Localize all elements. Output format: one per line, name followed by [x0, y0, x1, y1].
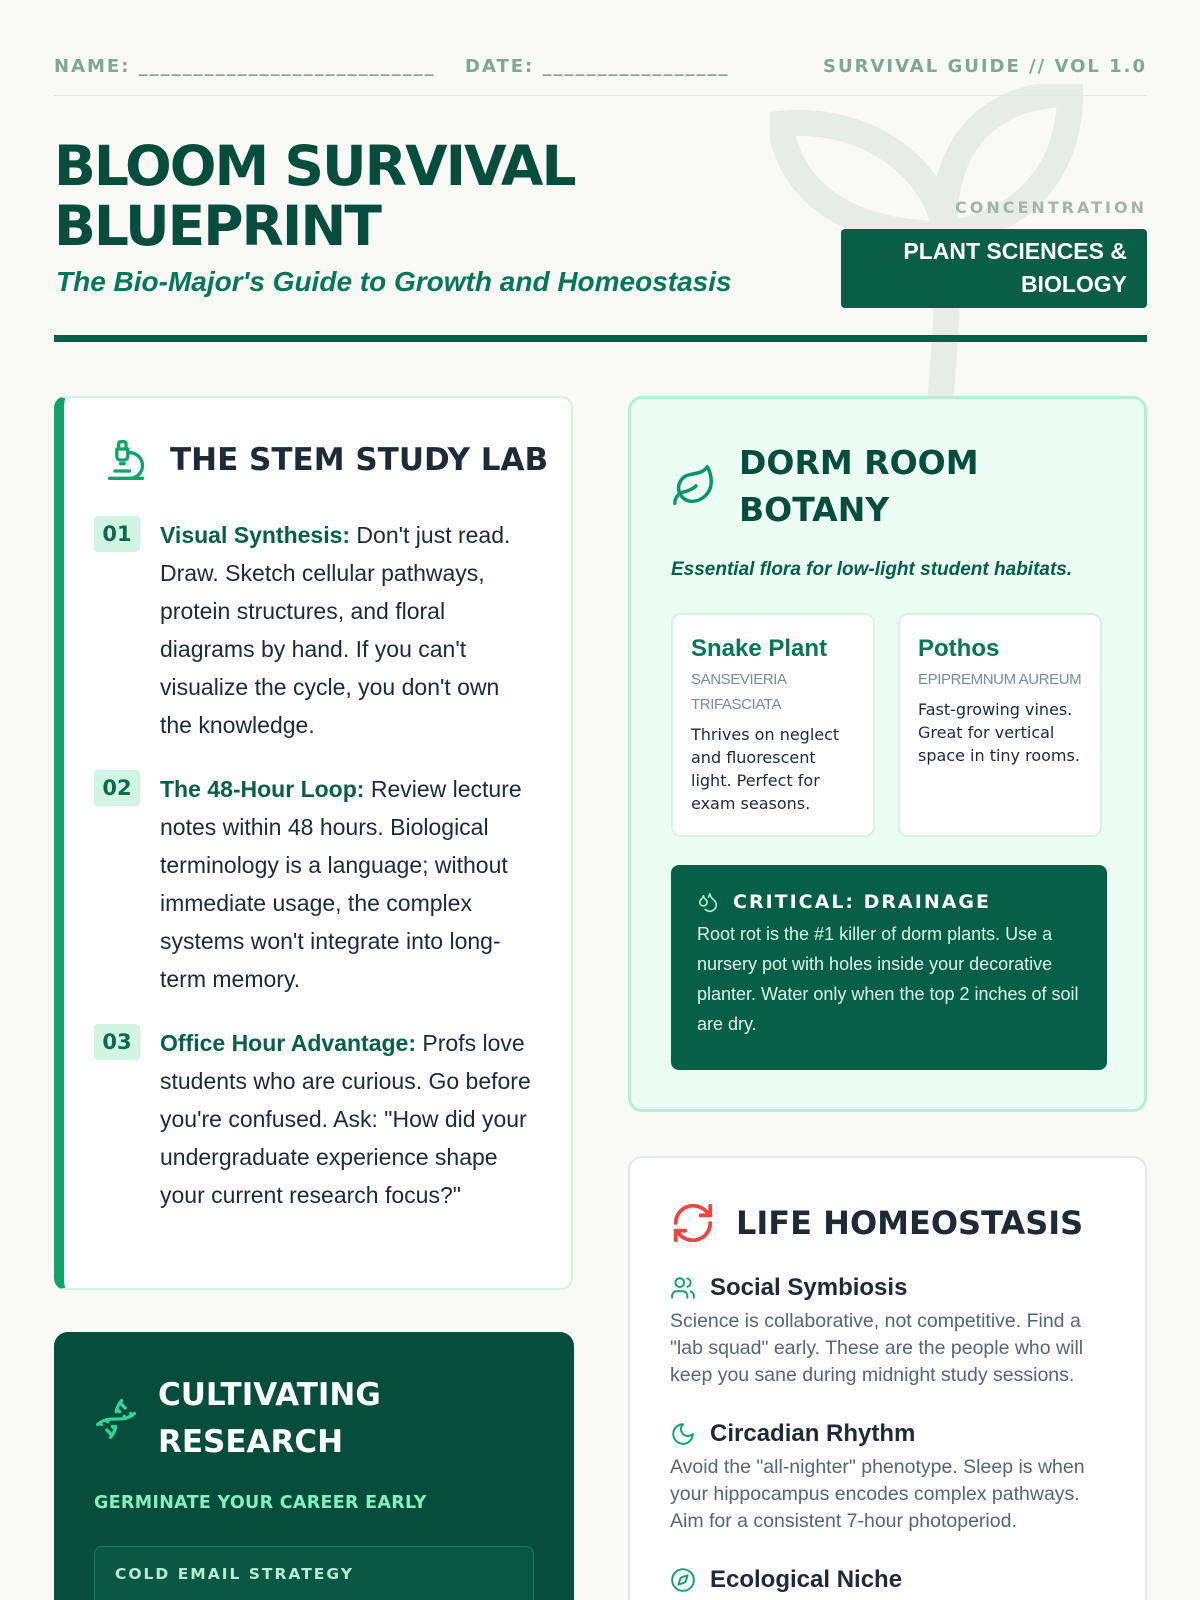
name-field: NAME: ___________________________ — [54, 56, 436, 77]
dorm-botany-title — [739, 439, 979, 533]
homeostasis-heading — [670, 1200, 1083, 1246]
header-strip — [54, 54, 1147, 96]
concentration-badge — [841, 229, 1147, 308]
research-title-line-1: CULTIVATING — [158, 1377, 381, 1413]
plant-description: Thrives on neglect and fluorescent light. Perfect for exam seasons. — [691, 725, 840, 813]
volume-label: SURVIVAL GUIDE // VOL 1.0 — [823, 56, 1147, 77]
study-step — [94, 1024, 534, 1214]
step-body: Profs love students who are curious. Go before you're confused. Ask: "How did your undergraduate experience shape your current research focus?" — [160, 1030, 531, 1208]
research-heading — [94, 1372, 381, 1466]
cold-email-strategy-title: COLD EMAIL STRATEGY — [115, 1565, 354, 1583]
cultivating-research-card — [54, 1332, 574, 1600]
homeostasis-item-desc: Avoid the "all-nighter" phenotype. Sleep is when your hippocampus encodes complex pathways. Aim for a consistent 7-hour photoperiod. — [670, 1456, 1085, 1532]
step-number: 01 — [94, 516, 140, 552]
page-subtitle: The Bio-Major's Guide to Growth and Homeostasis — [56, 266, 732, 297]
step-number: 02 — [94, 770, 140, 806]
header-divider — [54, 335, 1147, 342]
homeostasis-item-heading — [670, 1420, 1110, 1448]
date-field: DATE: _________________ — [465, 56, 730, 77]
step-text — [160, 770, 534, 998]
droplets-icon — [697, 891, 719, 913]
critical-drainage-title: CRITICAL: DRAINAGE — [733, 891, 991, 913]
dorm-title-line-1: DORM ROOM — [739, 443, 979, 482]
study-steps-list — [94, 516, 534, 1240]
critical-drainage-text: Root rot is the #1 killer of dorm plants. Use a nursery pot with holes inside your decorative planter. Water only when the top 2 inches of soil are dry. — [697, 924, 1079, 1034]
stem-study-lab-heading — [104, 438, 548, 482]
step-label: Visual Synthesis: — [160, 522, 351, 548]
plant-scientific-line-1: EPIPREMNUM AUREUM — [918, 671, 1082, 688]
step-text — [160, 516, 534, 744]
leaf-icon — [671, 463, 717, 509]
cold-email-strategy-box — [94, 1546, 534, 1600]
critical-drainage-heading — [697, 891, 1081, 913]
step-text — [160, 1024, 534, 1214]
page-title — [54, 136, 734, 256]
homeostasis-item-heading — [670, 1566, 1110, 1594]
title-line-1: BLOOM SURVIVAL — [54, 134, 575, 198]
homeostasis-item-niche — [670, 1566, 1110, 1594]
homeostasis-title: LIFE HOMEOSTASIS — [736, 1204, 1084, 1242]
plant-name: Pothos — [918, 635, 1000, 662]
study-step — [94, 770, 534, 998]
life-homeostasis-card — [628, 1156, 1147, 1600]
plant-description: Fast-growing vines. Great for vertical space in tiny rooms. — [918, 700, 1080, 765]
plant-name: Snake Plant — [691, 635, 828, 662]
study-step — [94, 516, 534, 744]
plant-scientific-name — [918, 667, 1082, 692]
concentration-label: CONCENTRATION — [954, 198, 1147, 217]
concentration-line-1: PLANT SCIENCES & — [903, 238, 1127, 264]
stem-study-lab-card — [54, 396, 573, 1290]
plant-scientific-name — [691, 667, 855, 717]
plant-card-pothos — [898, 613, 1102, 837]
homeostasis-item-desc: Science is collaborative, not competitive. Find a "lab squad" early. These are the people who will keep you sane during midnight study sessions. — [670, 1310, 1084, 1386]
homeostasis-item-title: Ecological Niche — [710, 1566, 903, 1593]
homeostasis-item-social — [670, 1274, 1110, 1389]
compass-icon — [670, 1567, 696, 1593]
plant-scientific-line-2: TRIFASCIATA — [691, 696, 782, 713]
users-icon — [670, 1275, 696, 1301]
critical-drainage-callout — [671, 865, 1107, 1070]
dorm-title-line-2: BOTANY — [739, 490, 890, 529]
dorm-botany-card — [628, 396, 1147, 1112]
microscope-icon — [104, 438, 148, 482]
step-body: Review lecture notes within 48 hours. Biological terminology is a language; without immediate usage, the complex systems won't integrate into long-term memory. — [160, 776, 522, 992]
stem-study-lab-title: THE STEM STUDY LAB — [170, 442, 549, 478]
refresh-icon — [670, 1200, 716, 1246]
step-label: The 48-Hour Loop: — [160, 776, 365, 802]
research-title-line-2: RESEARCH — [158, 1424, 344, 1460]
step-label: Office Hour Advantage: — [160, 1030, 417, 1056]
dorm-botany-heading — [671, 439, 979, 533]
research-title — [158, 1372, 381, 1466]
step-number: 03 — [94, 1024, 140, 1060]
title-line-2: BLUEPRINT — [54, 194, 380, 258]
homeostasis-item-title: Circadian Rhythm — [710, 1420, 916, 1447]
plant-scientific-line-1: SANSEVIERIA — [691, 671, 787, 688]
dorm-botany-subtitle: Essential flora for low-light student habitats. — [671, 559, 1073, 580]
moon-icon — [670, 1421, 696, 1447]
concentration-line-2: BIOLOGY — [1020, 271, 1127, 297]
homeostasis-item-heading — [670, 1274, 1110, 1302]
step-body: Don't just read. Draw. Sketch cellular pathways, protein structures, and floral diagrams by hand. If you can't visualize the cycle, you don't own the knowledge. — [160, 522, 511, 738]
homeostasis-item-circadian — [670, 1420, 1110, 1535]
research-subtitle: GERMINATE YOUR CAREER EARLY — [94, 1493, 427, 1513]
plant-card-snake-plant — [671, 613, 875, 837]
homeostasis-item-title: Social Symbiosis — [710, 1274, 908, 1301]
dna-icon — [94, 1397, 138, 1441]
